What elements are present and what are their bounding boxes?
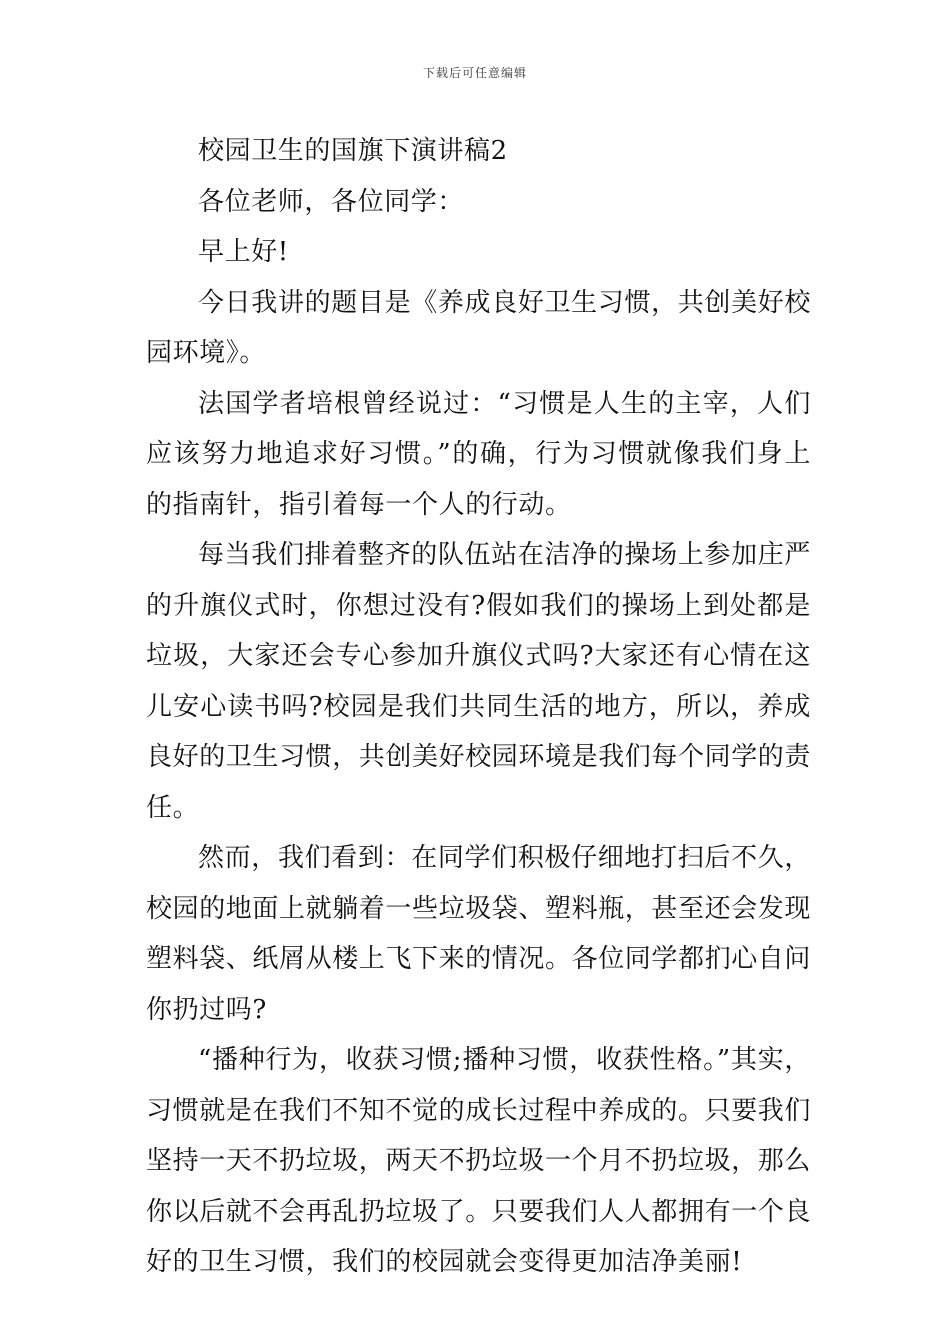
greeting: 早上好! [198, 237, 289, 267]
paragraph-flag-ceremony: 每当我们排着整齐的队伍站在洁净的操场上参加庄严的升旗仪式时，你想过没有?假如我们的操场上到处都是垃圾，大家还会专心参加升旗仪式吗?大家还有心情在这儿安心读书吗?校园是我们共同生活的地方，所以，养成良好的卫生习惯，共创美好校园环境是我们每个同学的责任。 [146, 540, 812, 823]
paragraph-litter: 然而，我们看到：在同学们积极仔细地打扫后不久，校园的地面上就躺着一些垃圾袋、塑料瓶，甚至还会发现塑料袋、纸屑从楼上飞下来的情况。各位同学都扪心自问你扔过吗? [146, 843, 812, 1025]
document-title: 校园卫生的国旗下演讲稿2 [198, 136, 508, 166]
header-note: 下载后可任意编辑 [422, 66, 527, 80]
paragraph-quote-bacon: 法国学者培根曾经说过：“习惯是人生的主宰，人们应该努力地追求好习惯。”的确，行为习惯就像我们身上的指南针，指引着每一个人的行动。 [146, 388, 811, 520]
paragraph-topic: 今日我讲的题目是《养成良好卫生习惯，共创美好校园环境》。 [146, 287, 811, 368]
salutation: 各位老师，各位同学： [198, 186, 465, 217]
paragraph-habits: “播种行为，收获习惯;播种习惯，收获性格。”其实，习惯就是在我们不知不觉的成长过程中养成的。只要我们坚持一天不扔垃圾，两天不扔垃圾一个月不扔垃圾，那么你以后就不会再乱扔垃圾了。只要我们人人都拥有一个良好的卫生习惯，我们的校园就会变得更加洁净美丽! [146, 1045, 812, 1277]
document-body [146, 126, 811, 1288]
